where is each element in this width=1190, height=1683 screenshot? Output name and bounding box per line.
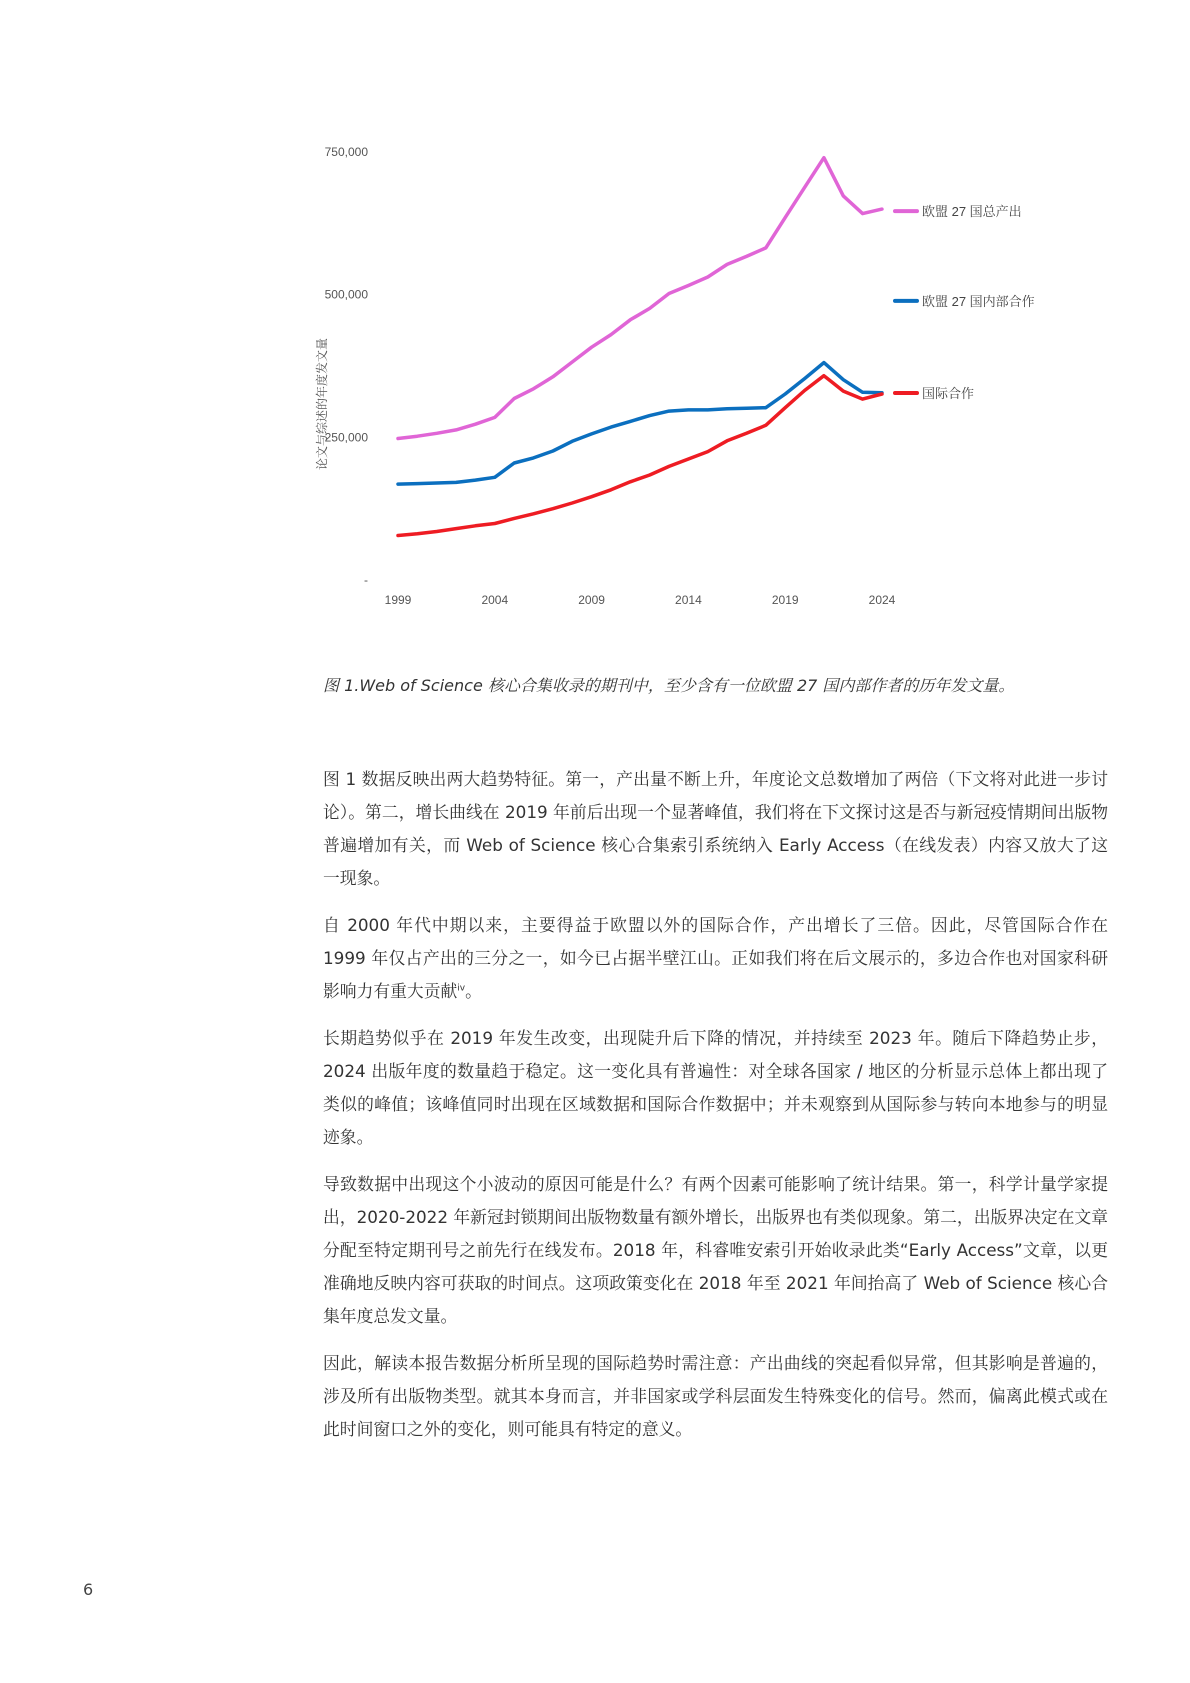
- line-chart: [300, 130, 1120, 650]
- x-axis-ticks: [385, 593, 896, 607]
- y-axis-label-group: [314, 338, 329, 470]
- series-line-2: [398, 363, 882, 485]
- paragraph-4-text: 导致数据中出现这个小波动的原因可能是什么？有两个因素可能影响了统计结果。第一，科学计量学家提出，2020-2022 年新冠封锁期间出版物数量有额外增长，出版界也有类似现象。第二，出版界决定在文章分配至特定期刊号之前先行在线发布。2018 年，科睿唯安索引开始收录此类“Early Access”文章，以更准确地反映内容可获取的时间点。这项政策变化在 2018 年至 2021 年间抬高了 Web of Science 核心合集年度总发文量。: [323, 1174, 1108, 1326]
- body-text: [323, 763, 1108, 1460]
- y-axis-label: 论文与综述的年度发文量: [315, 337, 329, 470]
- footnote-ref-iv[interactable]: iv: [457, 983, 466, 994]
- y-tick-label: 750,000: [324, 145, 368, 159]
- series-line-3: [398, 376, 882, 536]
- series-lines: [398, 158, 882, 536]
- legend-label-3: 国际合作: [922, 385, 975, 401]
- legend: [895, 204, 1035, 401]
- paragraph-1-text: 图 1 数据反映出两大趋势特征。第一，产出量不断上升，年度论文总数增加了两倍（下文将对此进一步讨论）。第二，增长曲线在 2019 年前后出现一个显著峰值，我们将在下文探讨这是否与新冠疫情期间出版物普遍增加有关，而 Web of Science 核心合集索引系统纳入 Early Access（在线发表）内容又放大了这一现象。: [323, 769, 1108, 888]
- paragraph-2-text: 自 2000 年代中期以来，主要得益于欧盟以外的国际合作，产出增长了三倍。因此，尽管国际合作在 1999 年仅占产出的三分之一，如今已占据半壁江山。正如我们将在后文展示的，多边合作也对国家科研影响力有重大贡献: [323, 915, 1108, 1001]
- x-tick-label: 2019: [771, 593, 799, 607]
- series-line-1: [398, 158, 882, 439]
- paragraph-4: [323, 1168, 1108, 1333]
- paragraph-2-tail: 。: [465, 981, 482, 1001]
- x-tick-label: 2014: [675, 593, 702, 607]
- y-tick-label: 250,000: [324, 430, 368, 445]
- y-axis-ticks: [325, 145, 369, 587]
- figure-caption: 图 1.Web of Science 核心合集收录的期刊中，至少含有一位欧盟 27 国内部作者的历年发文量。: [323, 676, 1015, 695]
- x-tick-label: 2004: [481, 593, 509, 607]
- y-tick-label: -: [364, 573, 368, 587]
- paragraph-1: [323, 763, 1108, 895]
- legend-label-1: 欧盟 27 国总产出: [922, 204, 1022, 220]
- y-tick-label: 500,000: [324, 287, 368, 302]
- paragraph-3: [323, 1022, 1108, 1154]
- x-tick-label: 2009: [578, 593, 605, 607]
- paragraph-5-text: 因此，解读本报告数据分析所呈现的国际趋势时需注意：产出曲线的突起看似异常，但其影响是普遍的，涉及所有出版物类型。就其本身而言，并非国家或学科层面发生特殊变化的信号。然而，偏离此模式或在此时间窗口之外的变化，则可能具有特定的意义。: [323, 1353, 1108, 1439]
- x-tick-label: 1999: [384, 593, 412, 607]
- paragraph-5: [323, 1347, 1108, 1446]
- legend-label-2: 欧盟 27 国内部合作: [922, 293, 1035, 309]
- paragraph-2: [323, 909, 1108, 1008]
- page-number: 6: [83, 1580, 94, 1599]
- x-tick-label: 2024: [868, 593, 896, 607]
- paragraph-3-text: 长期趋势似乎在 2019 年发生改变，出现陡升后下降的情况，并持续至 2023 年。随后下降趋势止步，2024 出版年度的数量趋于稳定。这一变化具有普遍性：对全球各国家 / 地区的分析显示总体上都出现了类似的峰值；该峰值同时出现在区域数据和国际合作数据中；并未观察到从国际参与转向本地参与的明显迹象。: [323, 1028, 1108, 1147]
